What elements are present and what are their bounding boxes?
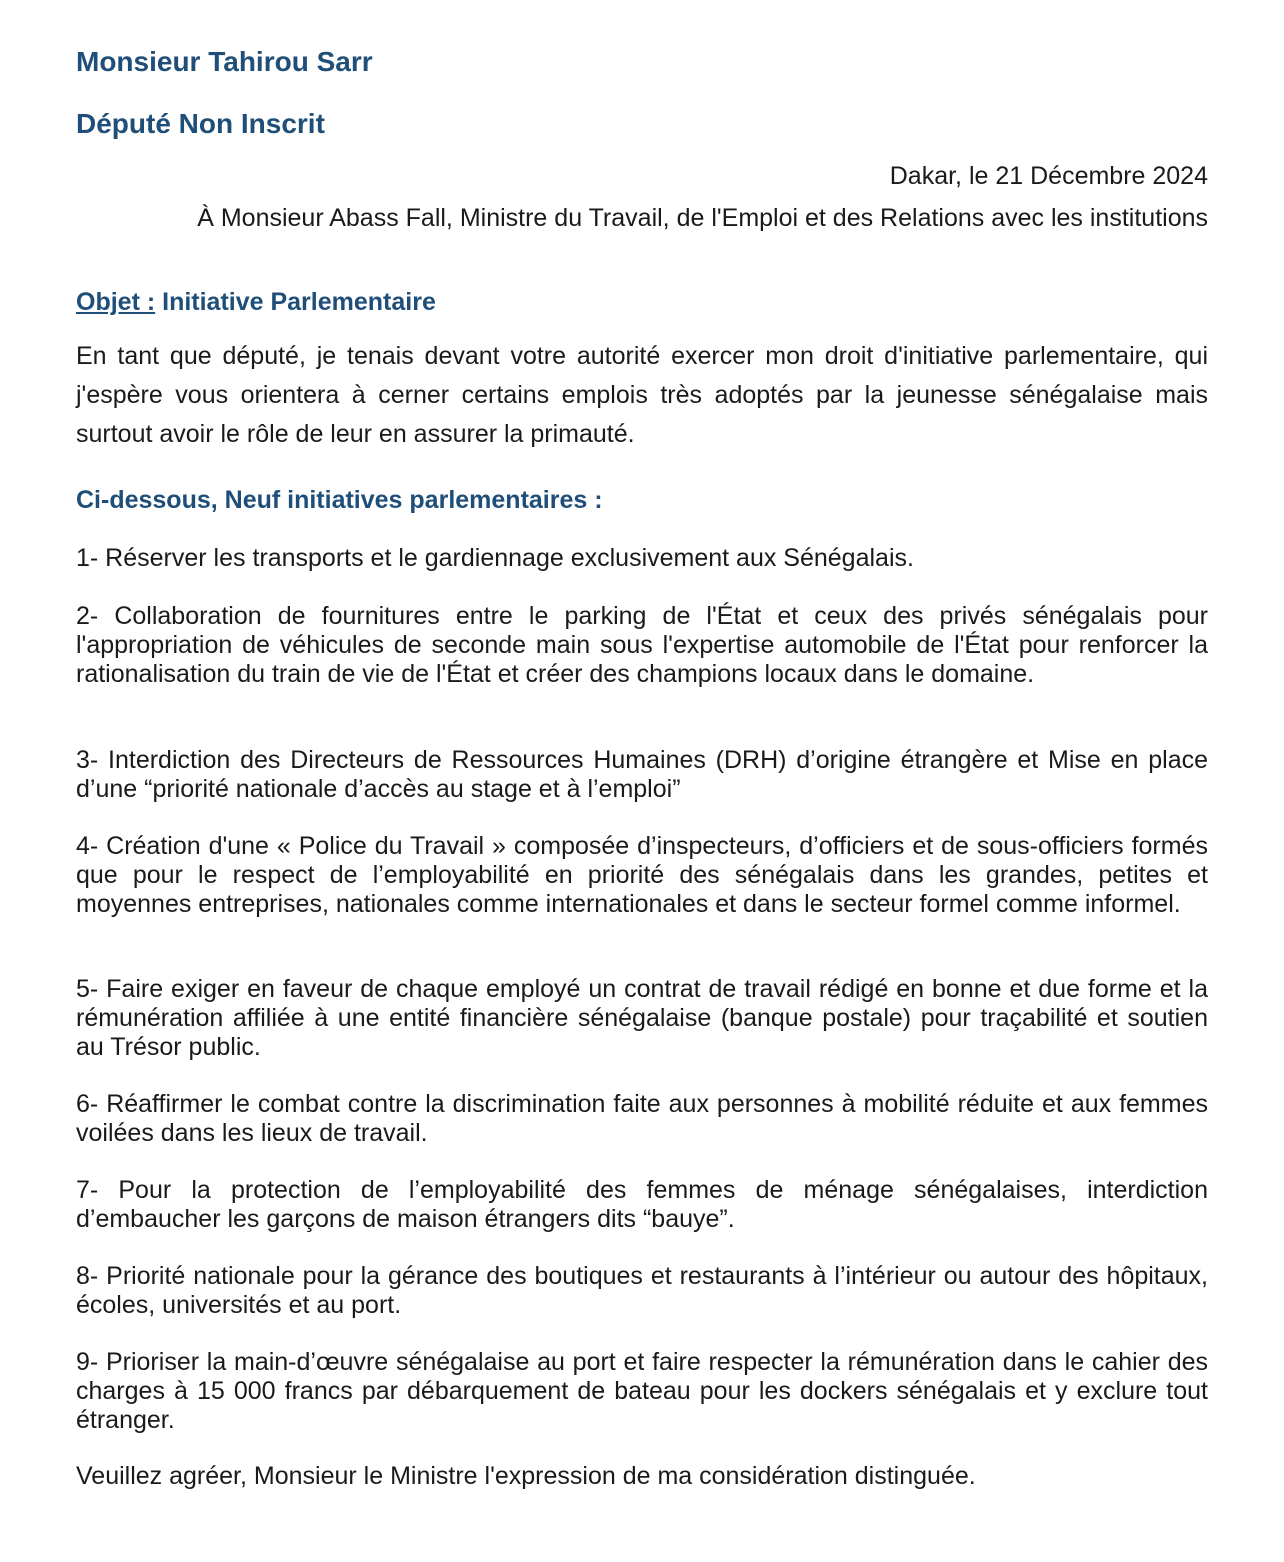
closing-line: Veuillez agréer, Monsieur le Ministre l'expression de ma considération distinguée. [76,1462,976,1490]
intro-paragraph: En tant que député, je tenais devant votre autorité exercer mon droit d'initiative parlementaire, qui j'espère vous orientera à cerner certains emplois très adoptés par la jeunesse sénégalaise mais surtout avoir le rôle de leur en assurer la primauté. [76,342,1208,448]
initiative-item-7: 7- Pour la protection de l’employabilité des femmes de ménage sénégalaises, interdiction d’embaucher les garçons de maison étrangers dits “bauye”. [76,1176,1208,1233]
initiative-item-4: 4- Création d'une « Police du Travail » composée d’inspecteurs, d’officiers et de sous-officiers formés que pour le respect de l’employabilité en priorité des sénégalais dans les grandes, petites et moyennes entreprises, nationales comme internationales et dans le secteur formel comme informel. [76,832,1208,918]
initiative-item-9: 9- Prioriser la main-d’œuvre sénégalaise au port et faire respecter la rémunération dans le cahier des charges à 15 000 francs par débarquement de bateau pour les dockers sénégalais et y exclure tout étranger. [76,1348,1208,1434]
date-line: Dakar, le 21 Décembre 2024 [889,162,1208,190]
initiative-item-8: 8- Priorité nationale pour la gérance des boutiques et restaurants à l’intérieur ou autour des hôpitaux, écoles, universités et au port. [76,1262,1208,1319]
initiative-item-1: 1- Réserver les transports et le gardiennage exclusivement aux Sénégalais. [76,544,914,572]
list-heading: Ci-dessous, Neuf initiatives parlementaires : [76,486,603,514]
object-text: Initiative Parlementaire [155,288,436,316]
initiative-item-5: 5- Faire exiger en faveur de chaque employé un contrat de travail rédigé en bonne et due forme et la rémunération affiliée à une entité financière sénégalaise (banque postale) pour traçabilité et soutien au Trésor public. [76,975,1208,1061]
object-line [76,288,436,317]
sender-title: Député Non Inscrit [76,108,325,139]
recipient-line: À Monsieur Abass Fall, Ministre du Travail, de l'Emploi et des Relations avec les institutions [197,204,1208,232]
initiative-item-2: 2- Collaboration de fournitures entre le parking de l'État et ceux des privés sénégalais pour l'appropriation de véhicules de seconde main sous l'expertise automobile de l'État pour renforcer la rationalisation du train de vie de l'État et créer des champions locaux dans le domaine. [76,602,1208,688]
object-label: Objet : [76,288,156,316]
initiative-item-6: 6- Réaffirmer le combat contre la discrimination faite aux personnes à mobilité réduite et aux femmes voilées dans les lieux de travail. [76,1090,1208,1147]
initiative-item-3: 3- Interdiction des Directeurs de Ressources Humaines (DRH) d’origine étrangère et Mise en place d’une “priorité nationale d’accès au stage et à l’emploi” [76,746,1208,803]
sender-name: Monsieur Tahirou Sarr [76,46,373,77]
